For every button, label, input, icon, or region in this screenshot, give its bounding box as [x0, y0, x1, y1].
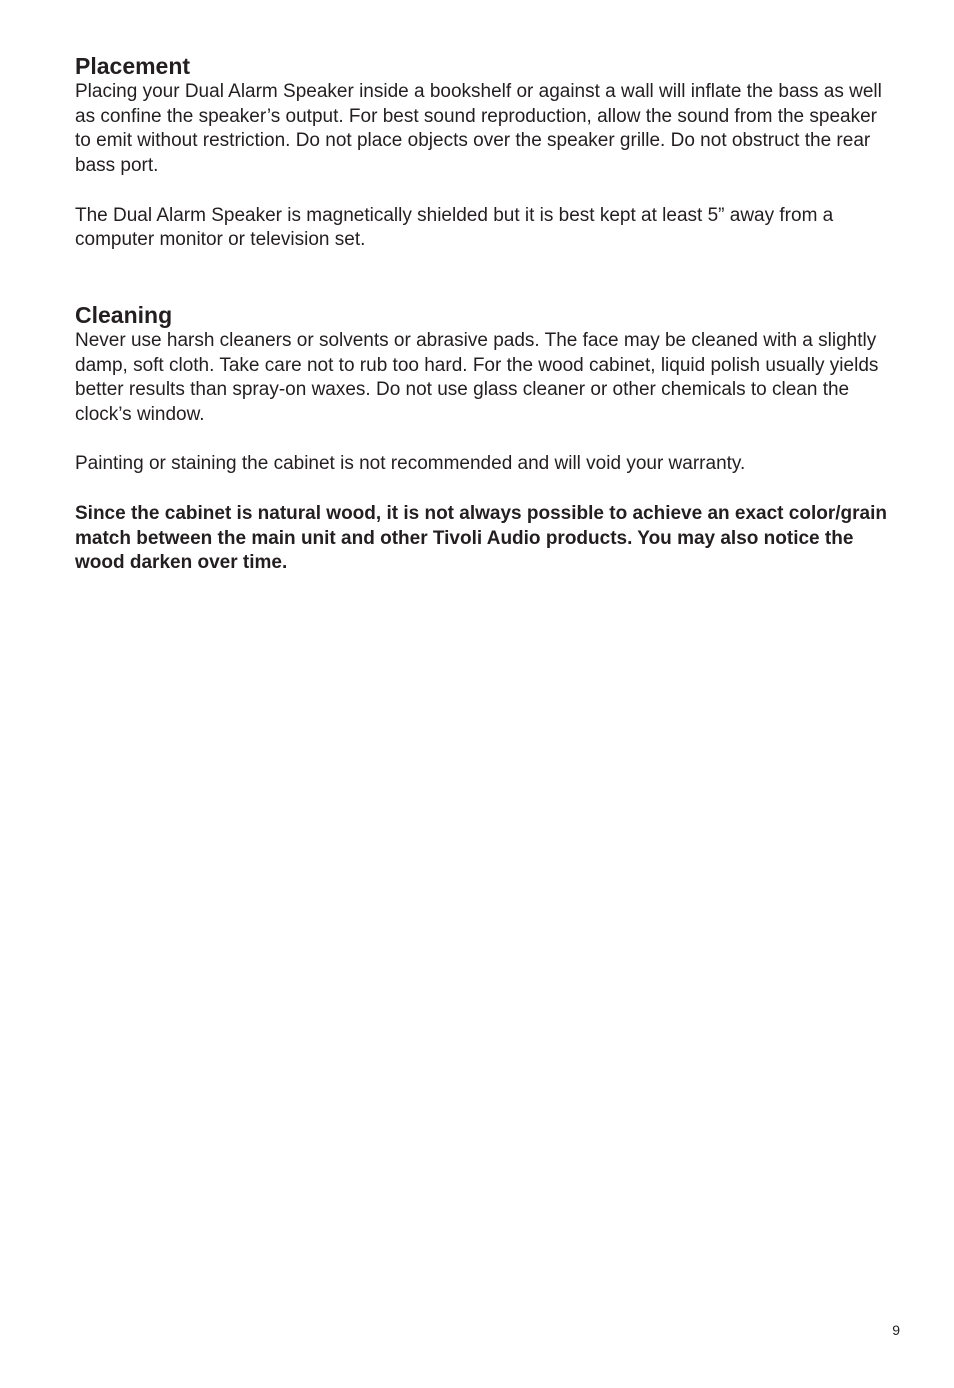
- cleaning-paragraph-1: Never use harsh cleaners or solvents or abrasive pads. The face may be cleaned with a slightly damp, soft cloth. Take care not to rub too hard. For the wood cabinet, liquid polish usually yields better results than spray-on waxes. Do not use glass cleaner or other chemicals to clean the clock’s window.: [75, 329, 879, 426]
- cleaning-heading: Cleaning: [75, 301, 173, 328]
- placement-paragraph-2: The Dual Alarm Speaker is magnetically shielded but it is best kept at least 5” away from a computer monitor or television set.: [75, 204, 834, 251]
- paragraph-spacer: [75, 179, 890, 204]
- placement-heading: Placement: [75, 53, 191, 79]
- page-content: [75, 52, 890, 576]
- section-spacer: [75, 253, 890, 301]
- cleaning-wood-note: Since the cabinet is natural wood, it is not always possible to achieve an exact color/grain match between the main unit and other Tivoli Audio products. You may also notice the wood darken over time.: [75, 502, 887, 574]
- cleaning-section: [75, 301, 890, 576]
- placement-paragraph-1: Placing your Dual Alarm Speaker inside a bookshelf or against a wall will inflate the bass as well as confine the speaker’s output. For best sound reproduction, allow the sound from the speaker to emit without restriction. Do not place objects over the speaker grille. Do not obstruct the rear bass port.: [75, 81, 882, 177]
- paragraph-spacer: [75, 477, 890, 502]
- placement-section: [75, 52, 890, 253]
- page-number: 9: [892, 1322, 900, 1338]
- cleaning-paragraph-2: Painting or staining the cabinet is not recommended and will void your warranty.: [75, 453, 746, 475]
- paragraph-spacer: [75, 428, 890, 453]
